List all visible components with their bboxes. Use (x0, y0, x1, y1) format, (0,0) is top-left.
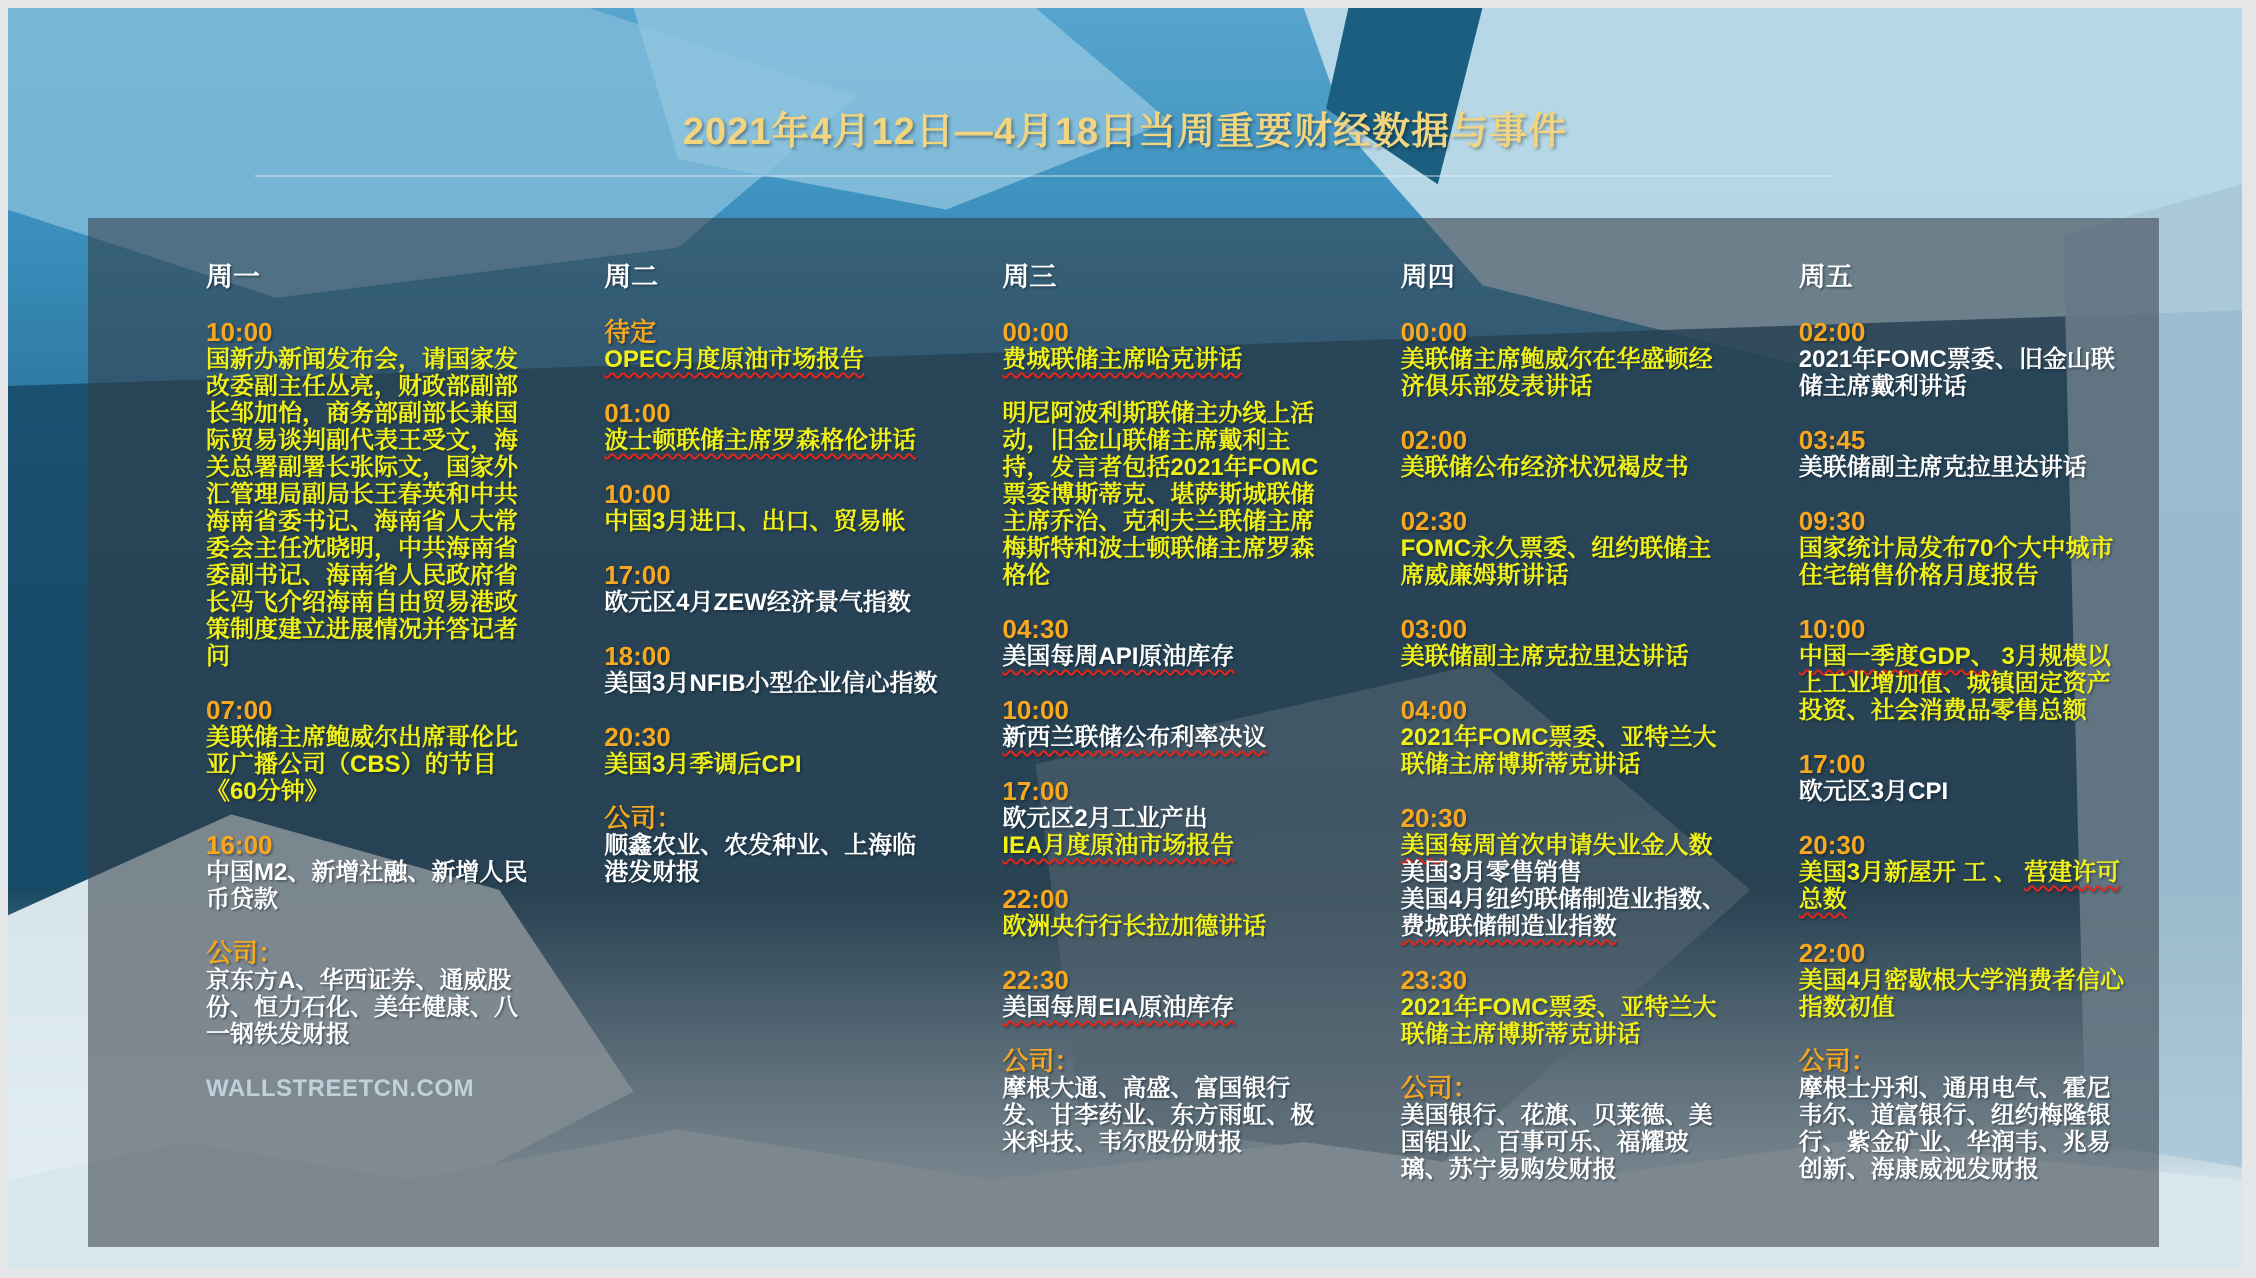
event-entry (604, 724, 938, 778)
event-time: 02:00 (1798, 317, 1866, 347)
event-text-run: 欧元区2月工业产出 (1002, 805, 1208, 832)
event-text-run: 美国3月NFIB小型企业信心指数 (604, 670, 938, 697)
event-entry (604, 643, 938, 697)
event-text-run: 美联储副主席克拉里达讲话 (1798, 454, 2087, 481)
event-text-run: 美国3月季调后CPI (604, 751, 802, 778)
event-text-run: 2021年FOMC票委、亚特兰大联储主席博斯蒂克讲话 (1400, 724, 1717, 778)
event-entry (1799, 751, 2133, 805)
event-text (1401, 994, 1735, 1048)
event-text-run: 中国M2、新增社融、新增人民币贷款 (206, 859, 528, 913)
event-text-run: 美国3月零售销售 (1400, 859, 1582, 886)
event-text (1401, 346, 1735, 400)
event-text (1401, 643, 1735, 670)
event-label: 公司： (1798, 1046, 1877, 1076)
event-time: 23:30 (1400, 965, 1468, 995)
day-column-2 (604, 262, 938, 1247)
event-text (604, 751, 938, 778)
event-time: 17:00 (1002, 776, 1069, 806)
event-text-run: 新西兰联储公布利率决议 (1002, 724, 1267, 751)
event-text (1002, 913, 1336, 940)
event-time: 22:30 (1002, 965, 1069, 995)
event-entry (1401, 508, 1735, 589)
event-entry (1401, 319, 1735, 400)
event-text (206, 346, 540, 670)
event-label: 公司： (1400, 1073, 1479, 1103)
event-time: 01:00 (604, 398, 671, 428)
event-label: 公司： (1002, 1046, 1081, 1076)
event-text-run: 顺鑫农业、农发种业、上海临港发财报 (604, 832, 917, 886)
event-entry (1799, 940, 2133, 1021)
event-entry (604, 319, 938, 373)
event-text (1002, 1075, 1336, 1156)
event-label: 公司： (604, 803, 683, 833)
event-entry (1002, 400, 1336, 589)
event-time: 17:00 (1798, 749, 1866, 779)
event-time: 18:00 (604, 641, 671, 671)
event-text (1799, 778, 2133, 805)
event-text (206, 859, 540, 913)
event-text (1002, 643, 1336, 670)
event-entry (1002, 886, 1336, 940)
event-entry (1002, 778, 1336, 859)
event-text-run: IEA月度原油市场报告 (1002, 832, 1235, 859)
event-entry (604, 400, 938, 454)
event-entry (206, 319, 540, 670)
event-entry (1002, 1048, 1336, 1156)
event-text-run: 美联储主席鲍威尔在华盛顿经济俱乐部发表讲话 (1400, 346, 1713, 400)
event-text (1799, 454, 2133, 481)
event-label: 待定 (604, 317, 657, 347)
event-text-run: 营建许可总数 (1798, 859, 2121, 913)
event-text-run: 国新办新闻发布会，请国家发改委副主任丛亮，财政部副部长邹加怡，商务部副部长兼国际贸易谈判副代表王受文，海关总署副署长张际文，国家外汇管理局副局长王春英和中共海南省委书记、海南省人大常委会主任沈晓明，中共海南省委副书记、海南省人民政府省长冯飞介绍海南自由贸易港政策制度建立进展情况并答记者问 (206, 346, 518, 670)
event-time: 04:30 (1002, 614, 1069, 644)
day-header: 周五 (1798, 262, 1853, 292)
day-column-3 (1002, 262, 1336, 1247)
event-time: 00:00 (1002, 317, 1069, 347)
event-text-run: 美国银行、花旗、贝莱德、美国铝业、百事可乐、福耀玻璃、苏宁易购发财报 (1400, 1102, 1713, 1183)
event-text-run: 2021年FOMC票委、旧金山联储主席戴利讲话 (1798, 346, 2115, 400)
event-text-run: 美联储主席鲍威尔出席哥伦比亚广播公司（CBS）的节目《60分钟》 (206, 724, 518, 805)
event-label: 公司： (206, 938, 285, 968)
event-entry (604, 562, 938, 616)
event-text-run: 美国4月密歇根大学消费者信心指数初值 (1798, 967, 2125, 1021)
event-time: 20:30 (1798, 830, 1866, 860)
event-time: 10:00 (604, 479, 671, 509)
event-entry (1799, 508, 2133, 589)
event-text (1002, 805, 1336, 832)
event-entry (1401, 616, 1735, 670)
event-text-run: 费城联储制造业指数 (1400, 913, 1617, 940)
event-text-run: 美国每周API原油库存 (1002, 643, 1235, 670)
event-entry (1401, 967, 1735, 1048)
event-text (1799, 535, 2133, 589)
event-text (604, 670, 938, 697)
event-entry (1799, 1048, 2133, 1183)
event-text-run: 美联储副主席克拉里达讲话 (1400, 643, 1689, 670)
event-text (1401, 724, 1735, 778)
day-column-4 (1401, 262, 1735, 1247)
event-text (1401, 535, 1735, 589)
event-text (1799, 859, 2133, 913)
event-time: 10:00 (1798, 614, 1866, 644)
event-entry (206, 940, 540, 1048)
event-entry (206, 832, 540, 913)
title-divider (255, 175, 1833, 177)
event-text (1002, 994, 1336, 1021)
event-text (604, 346, 938, 373)
event-time: 02:00 (1400, 425, 1468, 455)
event-time: 03:00 (1400, 614, 1468, 644)
event-entry (1401, 697, 1735, 778)
event-time: 09:30 (1798, 506, 1866, 536)
event-text (1799, 1075, 2133, 1183)
event-text (1002, 724, 1336, 751)
event-text-run: 美联储公布经济状况褐皮书 (1400, 454, 1689, 481)
event-text-run: OPEC月度原油市场报告 (604, 346, 865, 373)
event-time: 20:30 (604, 722, 671, 752)
day-header: 周三 (1002, 262, 1057, 292)
event-text-run: 美国4月纽约联储制造业指数、 (1400, 886, 1726, 913)
event-text-run: 国家统计局发布70个大中城市住宅销售价格月度报告 (1798, 535, 2114, 589)
event-text-run: 每周首次申请失业金人数 (1448, 832, 1713, 859)
event-text (206, 724, 540, 805)
day-column-1 (206, 262, 540, 1247)
event-entry (206, 697, 540, 805)
event-text (1401, 454, 1735, 481)
event-text (604, 589, 938, 616)
event-time: 10:00 (1002, 695, 1069, 725)
event-entry (1002, 319, 1336, 373)
event-text-run: 欧元区4月ZEW经济景气指数 (604, 589, 911, 616)
event-text (1799, 346, 2133, 400)
event-text (1002, 346, 1336, 373)
event-text (604, 427, 938, 454)
event-text (1799, 967, 2133, 1021)
event-text-run: 摩根士丹利、通用电气、霍尼韦尔、道富银行、纽约梅隆银行、紫金矿业、华润韦、兆易创新、海康威视发财报 (1798, 1075, 2111, 1183)
event-entry (1799, 427, 2133, 481)
event-text-run: 费城联储主席哈克讲话 (1002, 346, 1243, 373)
event-text (604, 508, 938, 535)
event-time: 17:00 (604, 560, 671, 590)
event-text (1002, 832, 1336, 859)
event-text (1401, 1102, 1735, 1183)
event-text (1401, 859, 1735, 886)
event-text-run: 美国3月新屋开 工 、 (1798, 859, 2025, 886)
watermark-wallstreetcn: WALLSTREETCN.COM (206, 1075, 474, 1102)
event-text-run: 中国一季度GDP、 (1798, 643, 1995, 670)
day-header: 周四 (1400, 262, 1455, 292)
event-time: 04:00 (1400, 695, 1468, 725)
event-entry (1799, 832, 2133, 913)
event-time: 02:30 (1400, 506, 1468, 536)
event-text-run: 3月规模以上工业增加值、城镇固定资产投资、社会消费品零售总额 (1798, 643, 2111, 724)
event-entry (1002, 616, 1336, 670)
event-time: 10:00 (206, 317, 273, 347)
event-time: 22:00 (1002, 884, 1069, 914)
background-photo (8, 8, 2242, 1268)
event-time: 00:00 (1400, 317, 1468, 347)
day-column-5 (1799, 262, 2133, 1247)
event-text-run: 摩根大通、高盛、富国银行发、甘李药业、东方雨虹、极米科技、韦尔股份财报 (1002, 1075, 1315, 1156)
event-text-run: 欧洲央行行长拉加德讲话 (1002, 913, 1267, 940)
event-text-run: 明尼阿波利斯联储主办线上活动，旧金山联储主席戴利主持，发言者包括2021年FOMC票委博斯蒂克、堪萨斯城联储主席乔治、克利夫兰联储主席梅斯特和波士顿联储主席罗森格伦 (1002, 400, 1319, 589)
event-entry (1002, 967, 1336, 1021)
day-header: 周一 (206, 262, 260, 292)
event-text-run: FOMC永久票委、纽约联储主席威廉姆斯讲话 (1400, 535, 1712, 589)
event-text-run: 美国每周EIA原油库存 (1002, 994, 1235, 1021)
events-panel (88, 218, 2159, 1247)
event-entry (1799, 616, 2133, 724)
event-text-run: 欧元区3月CPI (1798, 778, 1949, 805)
event-text (1002, 400, 1336, 589)
event-text-run: 波士顿联储主席罗森格伦讲话 (604, 427, 917, 454)
event-text (1401, 886, 1735, 940)
event-text-run: 美国 (1400, 832, 1449, 859)
event-entry (1002, 697, 1336, 751)
event-time: 03:45 (1798, 425, 1866, 455)
event-time: 22:00 (1798, 938, 1866, 968)
event-text (1401, 832, 1735, 859)
event-entry (604, 481, 938, 535)
event-text (604, 832, 938, 886)
event-text-run: 2021年FOMC票委、亚特兰大联储主席博斯蒂克讲话 (1400, 994, 1717, 1048)
event-time: 07:00 (206, 695, 273, 725)
event-text (206, 967, 540, 1048)
event-entry (1799, 319, 2133, 400)
event-entry (1401, 1075, 1735, 1183)
event-entry (1401, 805, 1735, 940)
page-title: 2021年4月12日—4月18日当周重要财经数据与事件 (682, 111, 1568, 153)
event-time: 20:30 (1400, 803, 1468, 833)
event-text (1799, 643, 2133, 724)
event-entry (1401, 427, 1735, 481)
event-entry (604, 805, 938, 886)
event-time: 16:00 (206, 830, 273, 860)
day-header: 周二 (604, 262, 659, 292)
event-text-run: 京东方A、华西证券、通威股份、恒力石化、美年健康、八一钢铁发财报 (206, 967, 518, 1048)
event-text-run: 中国3月进口、出口、贸易帐 (604, 508, 906, 535)
